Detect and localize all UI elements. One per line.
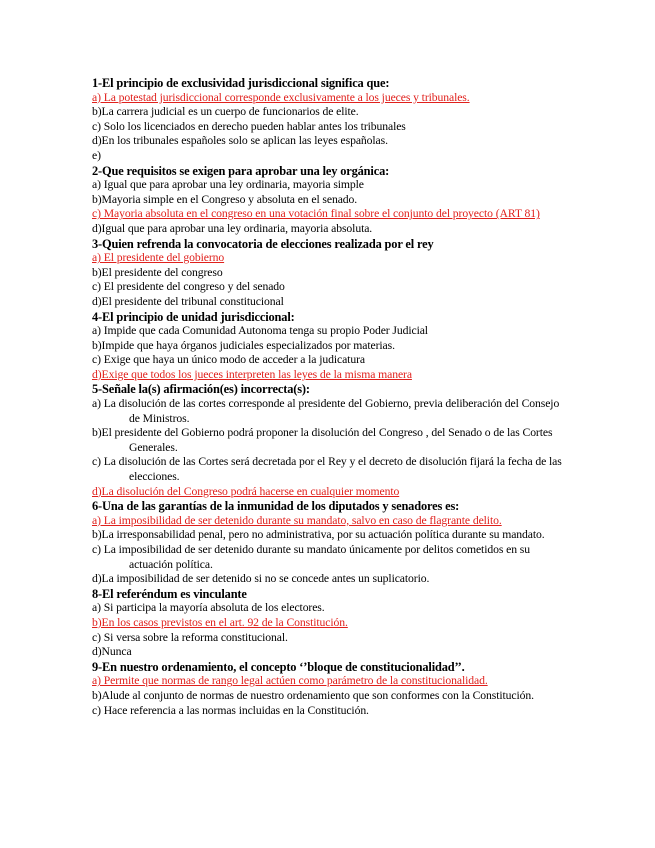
- answer-option-correct: c) Mayoria absoluta en el congreso en una votación final sobre el conjunto del proyecto (ART 81): [92, 207, 540, 221]
- question-4: [92, 310, 562, 383]
- exam-questions: [92, 76, 562, 718]
- answer-option: d)El presidente del tribunal constitucional: [92, 294, 284, 308]
- question-3: [92, 237, 562, 310]
- answer-option: a) Igual que para aprobar una ley ordinaria, mayoria simple: [92, 178, 364, 192]
- question-1: [92, 76, 562, 164]
- answer-option-correct: b)En los casos previstos en el art. 92 de la Constitución.: [92, 615, 348, 629]
- answer-option: a) Impide que cada Comunidad Autonoma tenga su propio Poder Judicial: [92, 324, 428, 338]
- answer-option: c) Exige que haya un único modo de acceder a la judicatura: [92, 353, 365, 367]
- question-9: [92, 660, 562, 718]
- answer-option: b)El presidente del congreso: [92, 265, 223, 279]
- question-title: 4-El principio de unidad jurisdiccional:: [92, 309, 295, 324]
- answer-option-correct: a) La potestad jurisdiccional corresponde exclusivamente a los jueces y tribunales.: [92, 90, 470, 104]
- question-6: [92, 499, 562, 587]
- answer-option: b)Impide que haya órganos judiciales especializados por materias.: [92, 338, 395, 352]
- answer-option-correct: a) El presidente del gobierno: [92, 251, 225, 265]
- question-title: 9-En nuestro ordenamiento, el concepto ‘’bloque de constitucionalidad’’.: [92, 659, 465, 674]
- answer-option-correct: a) Permite que normas de rango legal actúen como parámetro de la constitucionalidad.: [92, 674, 488, 688]
- question-8: [92, 587, 562, 660]
- answer-option: e): [92, 148, 101, 162]
- answer-option: b)Alude al conjunto de normas de nuestro ordenamiento que son conformes con la Constitución.: [92, 688, 534, 702]
- answer-option-correct: d)La disolución del Congreso podrá hacerse en cualquier momento: [92, 484, 400, 498]
- answer-option-correct: a) La imposibilidad de ser detenido durante su mandato, salvo en caso de flagrante delito.: [92, 513, 502, 527]
- answer-option: c) Solo los licenciados en derecho pueden hablar antes los tribunales: [92, 119, 406, 133]
- answer-option: d)Igual que para aprobar una ley ordinaria, mayoria absoluta.: [92, 221, 373, 235]
- answer-option: a) Si participa la mayoría absoluta de los electores.: [92, 601, 325, 615]
- answer-option: b)Mayoria simple en el Congreso y absoluta en el senado.: [92, 192, 358, 206]
- question-title: 5-Señale la(s) afirmación(es) incorrecta(s):: [92, 382, 310, 397]
- answer-option-correct: d)Exige que todos los jueces interpreten las leyes de la misma manera: [92, 367, 412, 381]
- answer-option: d)Nunca: [92, 645, 132, 659]
- answer-option: d)La imposibilidad de ser detenido si no se concede antes un suplicatorio.: [92, 572, 430, 586]
- answer-option: c) Si versa sobre la reforma constitucional.: [92, 630, 288, 644]
- question-5: [92, 382, 562, 499]
- answer-option: d)En los tribunales españoles solo se aplican las leyes españolas.: [92, 134, 388, 148]
- question-title: 1-El principio de exclusividad jurisdiccional significa que:: [92, 76, 390, 90]
- answer-option: c) Hace referencia a las normas incluidas en la Constitución.: [92, 703, 369, 717]
- answer-option: b)El presidente del Gobierno podrá proponer la disolución del Congreso , del Senado o de las Cortes Generales.: [92, 426, 553, 454]
- answer-option: a) La disolución de las cortes corresponde al presidente del Gobierno, previa deliberación del Consejo de Ministros.: [92, 397, 560, 425]
- question-title: 8-El referéndum es vinculante: [92, 586, 247, 601]
- answer-option: c) El presidente del congreso y del senado: [92, 280, 285, 294]
- answer-option: c) La disolución de las Cortes será decretada por el Rey y el decreto de disolución fijará la fecha de las elecciones.: [92, 455, 562, 484]
- answer-option: b)La irresponsabilidad penal, pero no administrativa, por su actuación política durante su mandato.: [92, 528, 545, 542]
- question-title: 3-Quien refrenda la convocatoria de elecciones realizada por el rey: [92, 236, 434, 251]
- answer-option: c) La imposibilidad de ser detenido durante su mandato únicamente por delitos cometidos en su actuación política.: [92, 543, 530, 571]
- question-2: [92, 164, 562, 237]
- answer-option: b)La carrera judicial es un cuerpo de funcionarios de elite.: [92, 105, 359, 119]
- question-title: 2-Que requisitos se exigen para aprobar una ley orgánica:: [92, 163, 390, 178]
- question-title: 6-Una de las garantías de la inmunidad de los diputados y senadores es:: [92, 499, 460, 514]
